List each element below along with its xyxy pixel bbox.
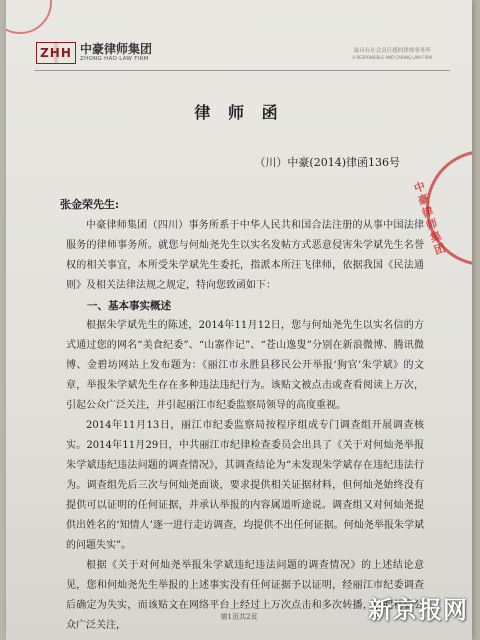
letter-paper: [6, 0, 472, 640]
letter-body: [66, 216, 424, 636]
salutation: 张金荣先生:: [60, 198, 120, 211]
paragraph-3: 根据《关于对何灿尧举报朱学斌违纪违法问题的调查情况》的上述结论意见，您和何灿尧先生举报的上述事实没有任何证据予以证明，经丽江市纪委调查后确定为失实，而该贴文在网络平台上经过上万次点击和多次转播，引起社会公众广泛关注，: [66, 560, 424, 631]
intro-paragraph: 中豪律师集团（四川）事务所系于中华人民共和国合法注册的从事中国法律服务的律师事务所。就您与何灿尧先生以实名发帖方式恶意侵害朱学斌先生名誉权的相关事宜，本所受朱学斌先生委托，指派本所汪飞律师，依据我国《民法通则》及相关法律法规之规定，特向您致函如下：: [66, 220, 424, 291]
header-divider: [34, 70, 450, 71]
seal-text: 中豪律师集团: [412, 179, 448, 258]
section-heading: 一、基本事实概述: [87, 300, 171, 312]
firm-name: 中豪律师集团: [80, 42, 153, 57]
document-title: 律 师 函: [194, 103, 284, 122]
paragraph-1: 根据朱学斌先生的陈述，2014年11月12日，您与何灿尧先生以实名信的方式通过您的网名“美食纪委”、“山寨作记”、“苍山逸叟”分别在新浪微博、腾讯微博、金碧坊网站上发布题为：《丽江市永胜县移民公开举报‘狗官’朱学斌》的文章，举报朱学斌先生存在多种违法违纪行为。该贴文被点击或查看阅读上万次，引起公众广泛关注，并引起丽江市纪委监察局领导的高度重视。: [66, 320, 424, 411]
reference-number: （川）中豪(2014)律函136号: [254, 156, 400, 169]
paragraph-2: 2014年11月13日，丽江市纪委监察局按程序组成专门调查组开展调查核实。2014年11月29日，中共丽江市纪律检查委员会出具了《关于对何灿尧举报朱学斌违纪违法问题的调查情况》，其调查结论为“未发现朱学斌存在违纪违法行为。调查组先后三次与何灿尧面谈，要求提供相关证据材料，但何灿尧始终没有提供可以证明的任何证据，并承认举报的内容属道听途说。调查组又对何灿尧提供出姓名的‘知情人’逐一进行走访调查，均提供不出任何证据。何灿尧举报朱学斌的问题失实”。: [66, 420, 424, 551]
firm-name-en: ZHONG HAO LAW FIRM: [80, 56, 149, 63]
firm-logo: [36, 38, 152, 68]
motto-cn: 最具有社会责任感的律师事务所: [353, 48, 431, 54]
seal-corner-stamp: [6, 0, 52, 34]
logo-text: [80, 43, 152, 63]
motto-en: A RESPONSIBLE AND CARING LAW FIRM: [352, 55, 432, 60]
logo-mark-icon: ZHH: [36, 42, 76, 64]
page-footer: 第1页共2页: [220, 613, 258, 621]
news-watermark: 新京报网: [368, 596, 468, 624]
letterhead-motto: [352, 46, 432, 60]
